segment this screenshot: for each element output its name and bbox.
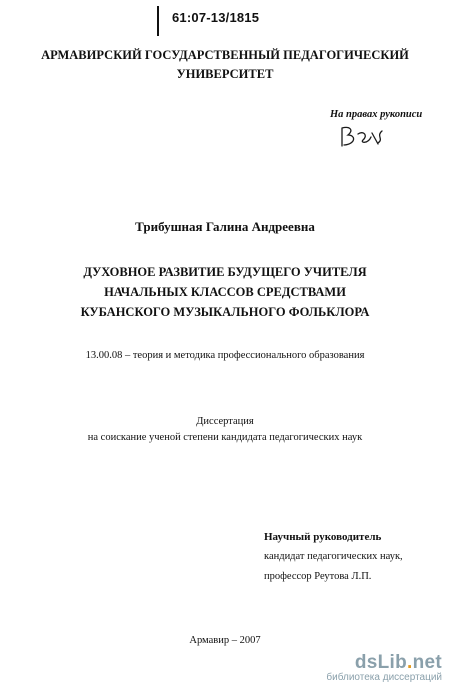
handwritten-signature [338,122,390,157]
signature-icon [338,122,390,152]
watermark [326,652,442,683]
author-name: Трибушная Галина Андреевна [135,219,315,234]
title-line-3: КУБАНСКОГО МУЗЫКАЛЬНОГО ФОЛЬКЛОРА [80,305,370,319]
watermark-brand-dot: . [407,652,413,673]
dissertation-line-1: Диссертация [196,416,254,427]
watermark-brand-prefix: dsLib [354,652,407,673]
watermark-brand-suffix: net [412,652,442,673]
call-number: 61:07-13/1815 [172,10,260,25]
supervisor-heading: Научный руководитель [264,531,382,543]
title-line-1: ДУХОВНОЕ РАЗВИТИЕ БУДУЩЕГО УЧИТЕЛЯ [83,265,367,279]
university-name [0,46,450,84]
margin-bar [157,6,159,36]
title-line-2: НАЧАЛЬНЫХ КЛАССОВ СРЕДСТВАМИ [104,285,346,299]
dissertation-line-2: на соискание ученой степени кандидата педагогических наук [87,432,363,443]
specialty-code: 13.00.08 – теория и методика профессионального образования [85,350,365,361]
dissertation-type [0,414,450,446]
university-line-1: АРМАВИРСКИЙ ГОСУДАРСТВЕННЫЙ ПЕДАГОГИЧЕСКИЙ [41,48,409,62]
university-line-2: УНИВЕРСИТЕТ [176,67,274,81]
city-year: Армавир – 2007 [189,635,261,646]
watermark-brand [326,652,442,674]
watermark-subtitle: библиотека диссертаций [326,672,442,683]
supervisor-degree: кандидат педагогических наук, [264,551,403,562]
rights-note: На правах рукописи [330,109,423,120]
supervisor-name: профессор Реутова Л.П. [264,571,372,582]
dissertation-title [0,262,450,322]
